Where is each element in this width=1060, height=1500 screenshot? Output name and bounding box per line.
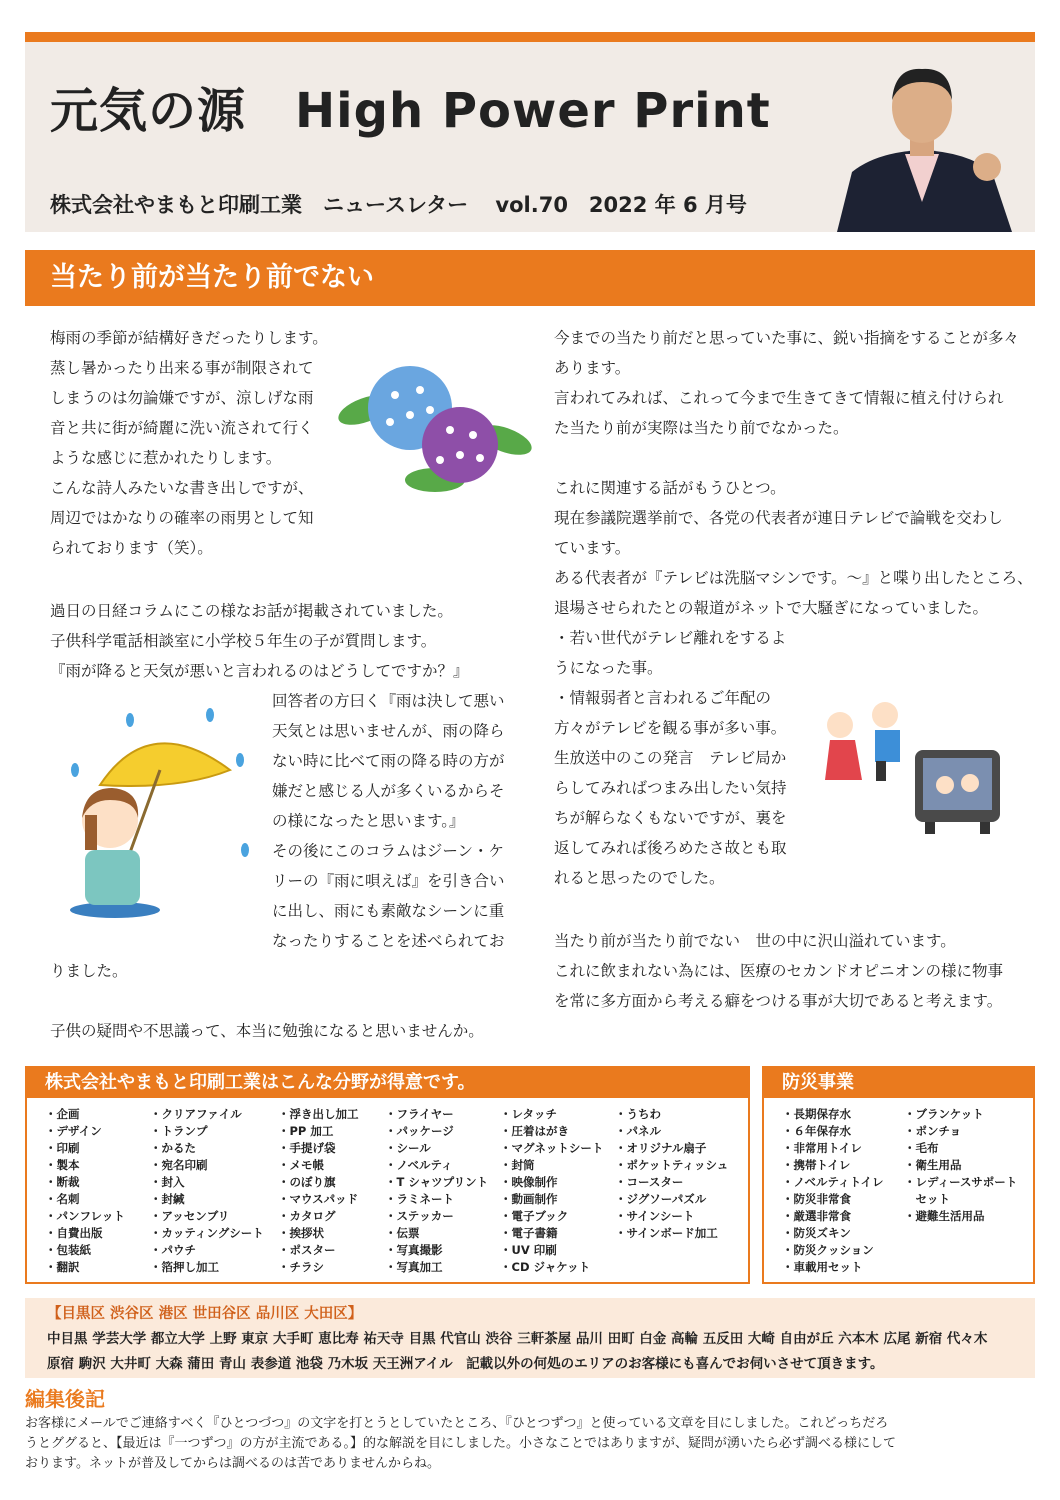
disaster-column-2: ・ブランケット ・ポンチョ ・毛布 ・衛生用品 ・レディースサポート セット ・避難生活用品 (904, 1107, 1018, 1223)
disaster-column-1: ・長期保存水 ・６年保存水 ・非常用トイレ ・携帯トイレ ・ノベルティトイレ ・防災非常食 ・厳選非常食 ・防災ズキン ・防災クッション ・車載用セット (782, 1107, 884, 1274)
disaster-box (762, 1066, 1035, 1284)
newsletter-header (25, 42, 1035, 232)
newsletter-subtitle (50, 189, 767, 219)
issue-label: vol.70 2022 年 6 月号 (495, 193, 747, 217)
kids-tv-illustration (820, 695, 1010, 840)
service-area-line-2: 原宿 駒沢 大井町 大森 蒲田 青山 表参道 池袋 乃木坂 天王洲アイル 記載以外の何処のエリアのお客様にも喜んでお伺いさせて頂きます。 (47, 1356, 884, 1372)
article-left-closing: 子供の疑問や不思議って、本当に勉強になると思いませんか。 (50, 1022, 484, 1040)
article-right-top: 今までの当たり前だと思っていた事に、鋭い指摘をすることが多々 あります。 言われてみれば、これって今まで生きてきて情報に植え付けられ た当たり前が実際は当たり前でなかった。 これに関連する話がもうひとつ。 現在参議院選挙前で、各党の代表者が連日テレビで論戦を交わし ています。 ある代表者が『テレビは洗脳マシンです。～』と喋り出したところ、 退場させられたとの報道がネットで大騒ぎになっていました。 (554, 329, 1033, 617)
top-accent-bar (25, 32, 1035, 42)
author-portrait-image (817, 52, 1027, 232)
article-right-conclusion: 当たり前が当たり前でない 世の中に沢山溢れています。 これに飲まれない為には、医療のセカンドオピニオンの様に物事 を常に多方面から考える癖をつける事が大切であると考えます。 (554, 932, 1004, 1010)
article-right-middle: ・若い世代がテレビ離れをするよ うになった事。 ・情報弱者と言われるご年配の 方々がテレビを観る事が多い事。 生放送中のこの発言 テレビ局か らしてみればつまみ出したい気持 ちが解らなくもないですが、裏を 返してみれば後ろめたさ故とも取 れると思ったのでした。 (554, 629, 787, 887)
service-area-line-1: 中目黒 学芸大学 都立大学 上野 東京 大手町 恵比寿 祐天寺 目黒 代官山 渋谷 三軒茶屋 品川 田町 白金 高輪 五反田 大崎 自由が丘 六本木 広尾 新宿 代々木 (47, 1331, 988, 1347)
article-left-column-story: 過日の日経コラムにこの様なお話が掲載されていました。 子供科学電話相談室に小学校５年生の子が質問します。 『雨が降ると天気が悪いと言われるのはどうしてですか？』 (50, 602, 469, 680)
services-column-3: ・浮き出し加工 ・PP 加工 ・手提げ袋 ・メモ帳 ・のぼり旗 ・マウスパッド ・カタログ ・挨拶状 ・ポスター ・チラシ (278, 1107, 359, 1274)
postscript-line-2: うとググると、【最近は『一つずつ』の方が主流である。】的な解説を目にしました。小さなことではありますが、疑問が湧いたら必ず調べる様にして (25, 1436, 897, 1451)
service-area-box (25, 1298, 1035, 1378)
girl-umbrella-illustration (60, 700, 260, 920)
postscript-line-1: お客様にメールでご連絡すべく『ひとつづつ』の文字を打とうとしていたところ、『ひとつずつ』と使っている文章を目にしました。これどっちだろ (25, 1416, 889, 1431)
service-area-title: 【目黒区 渋谷区 港区 世田谷区 品川区 大田区】 (47, 1306, 363, 1322)
postscript-line-3: おります。ネットが普及してからは調べるのは苦でありませんからね。 (25, 1456, 440, 1471)
services-title: 株式会社やまもと印刷工業はこんな分野が得意です。 (27, 1068, 748, 1098)
services-column-6: ・うちわ ・パネル ・オリジナル扇子 ・ポケットティッシュ ・コースター ・ジグソーパズル ・サインシート ・サインボード加工 (615, 1107, 729, 1240)
main-headline: 当たり前が当たり前でない (25, 250, 1035, 306)
services-column-1: ・企画 ・デザイン ・印刷 ・製本 ・断裁 ・名刺 ・パンフレット ・自費出版 ・包装紙 ・翻訳 (45, 1107, 125, 1274)
article-left-end: りました。 (50, 962, 128, 980)
services-column-5: ・レタッチ ・圧着はがき ・マグネットシート ・封筒 ・映像制作 ・動画制作 ・電子ブック ・電子書籍 ・UV 印刷 ・CD ジャケット (500, 1107, 604, 1274)
services-column-4: ・フライヤー ・パッケージ ・シール ・ノベルティ ・T シャツプリント ・ラミネート ・ステッカー ・伝票 ・写真撮影 ・写真加工 (385, 1107, 489, 1274)
article-left-indented-text: 回答者の方曰く『雨は決して悪い 天気とは思いませんが、雨の降ら ない時に比べて雨の降る時の方が 嫌だと感じる人が多くいるからそ の様になったと思います。』 その後にこのコラムはジーン・ケ リーの『雨に唄えば』を引き合い に出し、雨にも素敵なシーンに重 なったりすることを述べられてお (272, 692, 505, 950)
company-name: 株式会社やまもと印刷工業 ニュースレター (50, 193, 469, 217)
disaster-title: 防災事業 (764, 1068, 1033, 1098)
services-column-2: ・クリアファイル ・トランプ ・かるた ・宛名印刷 ・封入 ・封緘 ・アッセンブリ ・カッティングシート ・パウチ ・箔押し加工 (150, 1107, 264, 1274)
hydrangea-illustration (335, 360, 535, 495)
article-left-intro: 梅雨の季節が結構好きだったりします。 蒸し暑かったり出来る事が制限されて しまうのは勿論嫌ですが、涼しげな雨 音と共に街が綺麗に洗い流されて行く ような感じに惹かれたりします。 こんな詩人みたいな書き出しですが、 周辺ではかなりの確率の雨男として知 られております（笑）。 (50, 329, 328, 557)
page-title: 元気の源 High Power Print (50, 83, 771, 139)
postscript-title: 編集後記 (25, 1387, 105, 1411)
services-box (25, 1066, 750, 1284)
